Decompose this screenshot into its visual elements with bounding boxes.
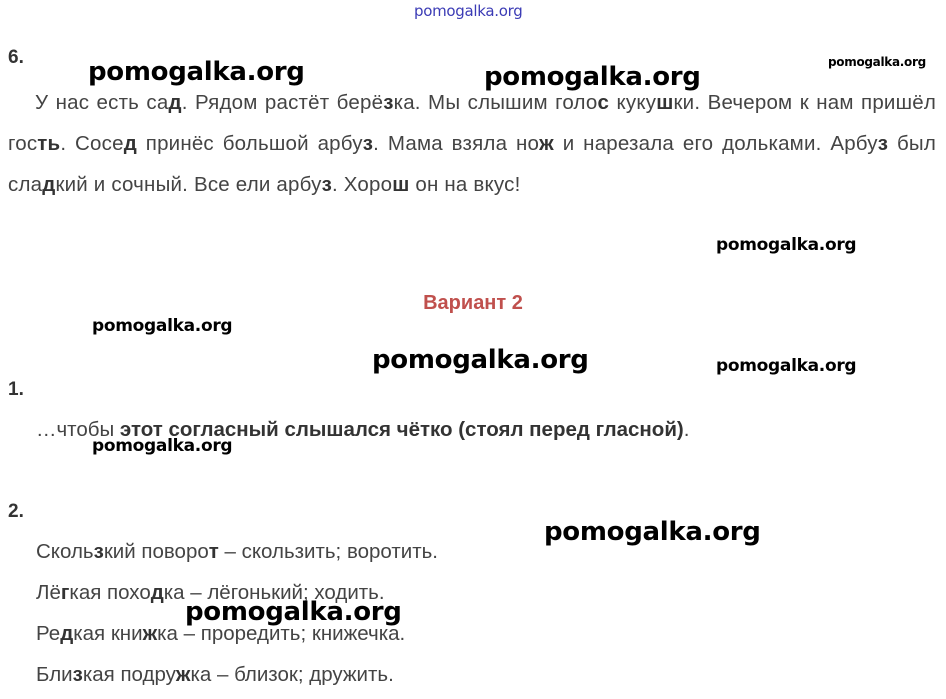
highlighted-letter: д	[150, 581, 164, 604]
highlighted-letter: д	[42, 173, 56, 196]
text-segment: . Сосе	[60, 132, 124, 155]
text-segment: ка – проредить; книжечка.	[157, 622, 406, 645]
site-url-header[interactable]: pomogalka.org	[414, 2, 523, 20]
text-segment: Ре	[36, 622, 61, 645]
highlighted-letter: ш	[656, 91, 674, 114]
text-segment: ка – лёгонький; ходить.	[163, 581, 385, 604]
text-segment: . Рядом растёт берё	[181, 91, 384, 114]
highlighted-letter: з	[362, 132, 374, 155]
text-segment: …чтобы	[36, 418, 120, 441]
text-segment: Бли	[36, 663, 73, 686]
highlighted-letter: з	[877, 132, 889, 155]
task-1-number: 1.	[8, 379, 24, 400]
highlighted-letter: ж	[539, 132, 554, 155]
text-segment: ка – близок; дружить.	[190, 663, 394, 686]
text-segment: .	[683, 418, 690, 441]
highlighted-letter: с	[597, 91, 610, 114]
text-segment: . Мама взяла но	[373, 132, 540, 155]
text-segment: был сла	[8, 132, 937, 196]
task-2-line-1	[36, 540, 438, 564]
text-segment: кий поворо	[103, 540, 209, 563]
highlighted-letter: з	[321, 173, 332, 196]
highlighted-letter: д	[168, 91, 182, 114]
watermark: pomogalka.org	[544, 517, 761, 547]
watermark: pomogalka.org	[92, 316, 233, 336]
highlighted-letter: этот согласный слышался чётко (стоял перед гласной)	[119, 418, 684, 441]
watermark: pomogalka.org	[88, 57, 305, 87]
highlighted-letter: ж	[175, 663, 191, 686]
text-segment: и нарезала его дольками. Арбу	[553, 132, 878, 155]
text-segment: – скользить; воротить.	[218, 540, 438, 563]
highlighted-letter: з	[72, 663, 83, 686]
highlighted-letter: д	[60, 622, 74, 645]
highlighted-letter: г	[60, 581, 70, 604]
text-segment: кий и сочный. Все ели арбу	[55, 173, 322, 196]
text-segment: принёс большой арбу	[136, 132, 363, 155]
text-segment: Сколь	[36, 540, 94, 563]
text-segment: . Хоро	[331, 173, 393, 196]
highlighted-letter: т	[208, 540, 219, 563]
variant-title: Вариант 2	[423, 292, 523, 314]
watermark: pomogalka.org	[372, 345, 589, 375]
text-segment: кая кни	[73, 622, 143, 645]
watermark: pomogalka.org	[484, 62, 701, 92]
task-6-text	[8, 82, 936, 205]
task-2-line-4	[36, 663, 394, 687]
highlighted-letter: з	[93, 540, 104, 563]
highlighted-letter: д	[123, 132, 137, 155]
highlighted-letter: з	[383, 91, 394, 114]
highlighted-letter: ть	[37, 132, 61, 155]
watermark: pomogalka.org	[92, 436, 233, 456]
highlighted-letter: ш	[392, 173, 410, 196]
task-6-number: 6.	[8, 47, 24, 68]
text-segment: кая похо	[69, 581, 151, 604]
text-segment: куку	[609, 91, 657, 114]
text-segment: Лё	[36, 581, 61, 604]
watermark: pomogalka.org	[185, 597, 402, 627]
watermark: pomogalka.org	[716, 235, 857, 255]
text-segment: ка. Мы слышим голо	[393, 91, 598, 114]
highlighted-letter: ж	[142, 622, 158, 645]
text-segment: У нас есть са	[35, 91, 169, 114]
watermark: pomogalka.org	[716, 356, 857, 376]
task-2-number: 2.	[8, 501, 24, 522]
text-segment: ки. Вечером к нам пришёл гос	[8, 91, 936, 155]
text-segment: он на вкус!	[409, 173, 521, 196]
text-segment: кая подру	[82, 663, 176, 686]
watermark: pomogalka.org	[828, 55, 926, 69]
